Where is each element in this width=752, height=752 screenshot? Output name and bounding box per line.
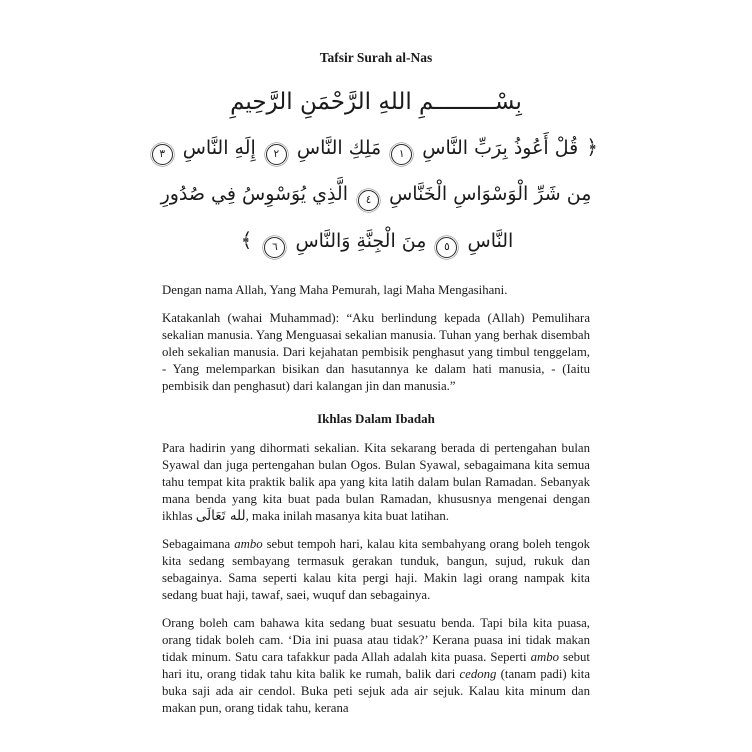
sermon-paragraph-1 [162, 440, 590, 525]
verse-text: مَلِكِ النَّاسِ [296, 137, 382, 159]
verse-text: قُلْ أَعُوذُ بِرَبِّ النَّاسِ [422, 137, 579, 159]
verse-number-badge: ٥ [436, 237, 457, 258]
verse-number-badge: ٣ [152, 144, 173, 165]
paragraph-text: Orang boleh cam bahawa kita sedang buat sesuatu benda. Tapi bila kita puasa, orang tidak boleh cam. ‘Dia ini puasa atau tidak?’ Kerana puasa ini tidak makan tidak minum. Satu cara tafakkur pada Allah adalah kita puasa. Seperti [162, 616, 590, 664]
paragraph-text: Sebagaimana [162, 537, 235, 551]
bismillah-calligraphy: بِسْـــــــــمِ اللهِ الرَّحْمَنِ الرَّحِيمِ [230, 89, 522, 115]
italic-dialect-word: ambo [530, 650, 559, 664]
bismillah-translation: Dengan nama Allah, Yang Maha Pemurah, lagi Maha Mengasihani. [162, 283, 508, 297]
ornate-open-bracket: ﴿ [586, 135, 598, 159]
paragraph-text: (tanam padi) kita buka saji ada air cendol. Buka peti sejuk ada air sejuk. Kalau kita minum dan makan pun, orang tidak tahu, kerana [162, 667, 591, 715]
paragraph-text: sebut tempoh hari, kalau kita sembahyang orang boleh tengok kita sedang sembayang termasuk gerakan tunduk, bangun, sujud, rukuk dan sebagainya. Sama seperti kalau kita pergi haji. Makin lagi orang nampak kita sedang buat haji, tawaf, saei, wuquf dan sebagainya. [162, 537, 590, 602]
ornate-close-bracket: ﴾ [240, 228, 253, 252]
quran-verse-line-3 [152, 217, 600, 264]
page-content [159, 50, 598, 728]
verse-number-badge: ٦ [264, 237, 285, 258]
italic-dialect-word: ambo [234, 537, 263, 551]
verse-text: إِلَهِ النَّاسِ [182, 137, 256, 159]
verse-number-badge: ١ [391, 144, 412, 165]
verse-text: الَّذِي يُوَسْوِسُ فِي صُدُورِ [160, 183, 349, 205]
paragraph-text: Para hadirin yang dihormati sekalian. Kita sekarang berada di pertengahan bulan Syawal dan juga pertengahan bulan Ogos. Bulan Syawal, sebagaimana kita semua tahu tempat kita praktik balik apa yang kita latih dalam bulan Ramadan. Sebanyak mana benda yang kita buat pada bulan Ramadan, khususnya mengenai dengan ikhlas [162, 441, 590, 523]
paragraph-text: sebut hari itu, orang tidak tahu kita balik ke rumah, balik dari [162, 650, 590, 681]
page-title: Tafsir Surah al-Nas [319, 50, 433, 65]
quran-verse-line-2 [152, 171, 600, 217]
verse-text: مِنَ الْجِنَّةِ وَالنَّاسِ [295, 230, 427, 252]
paragraph-text: , maka inilah masanya kita buat latihan. [245, 509, 449, 523]
verse-number-badge: ٤ [358, 190, 379, 211]
quran-verses-block [152, 124, 600, 264]
section-heading: Ikhlas Dalam Ibadah [317, 411, 435, 426]
inline-arabic-phrase: لله تَعَالَى [195, 508, 246, 524]
surah-translation: Katakanlah (wahai Muhammad): “Aku berlindung kepada (Allah) Pemulihara sekalian manusia. Yang Menguasai sekalian manusia. Tuhan yang berhak disembah oleh sekalian manusia. Dari kejahatan pembisik penghasut yang timbul tenggelam, - Yang melemparkan bisikan dan hasutannya ke dalam hati manusia, - (Iaitu pembisik dan penghasut) dari kalangan jin dan manusia.” [162, 311, 590, 393]
verse-text: مِن شَرِّ الْوَسْوَاسِ الْخَنَّاسِ [389, 183, 592, 205]
verse-text: النَّاسِ [467, 230, 514, 252]
quran-verse-line-1 [152, 124, 600, 171]
verse-number-badge: ٢ [266, 144, 287, 165]
italic-dialect-word: cedong [459, 667, 497, 681]
sermon-paragraph-3 [162, 615, 590, 717]
sermon-paragraph-2 [162, 536, 590, 604]
